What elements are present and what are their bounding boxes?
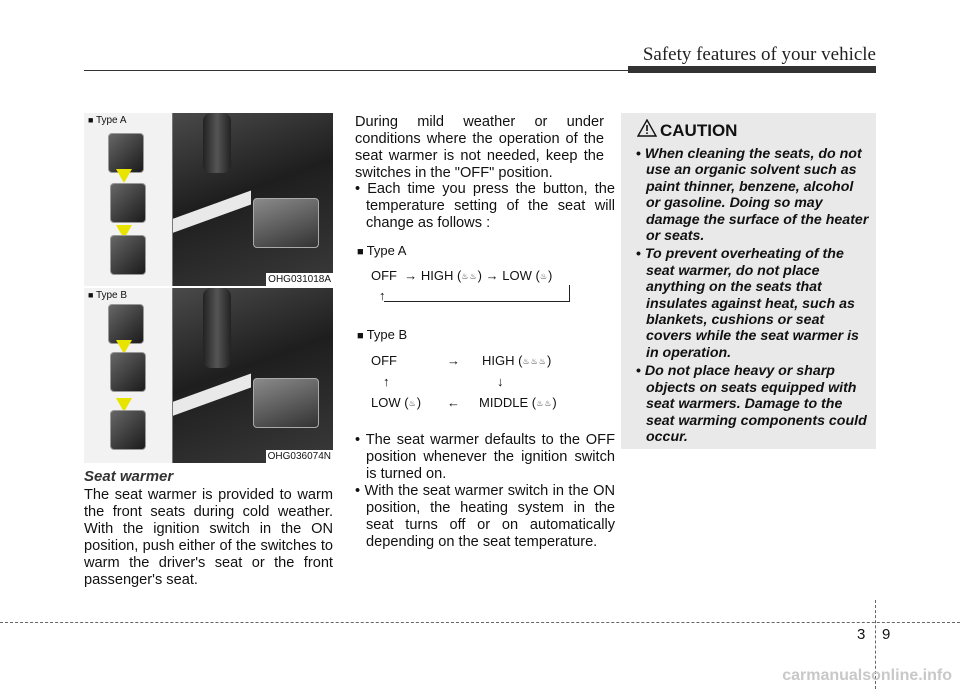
state-off: OFF bbox=[371, 268, 397, 283]
arrow-up: ↑ bbox=[379, 288, 386, 303]
chapter-number: 3 bbox=[857, 626, 866, 643]
return-line bbox=[569, 285, 570, 301]
caution-item: • When cleaning the seats, do not use an organic solvent such as paint thinner, benzene, alcohol or gasoline. Doing so may damage the surface of the heater or seats. bbox=[628, 146, 870, 244]
type-b-label: ■ Type B bbox=[357, 327, 407, 342]
page-header-title: Safety features of your vehicle bbox=[642, 44, 876, 65]
caution-item: • Do not place heavy or sharp objects on seats equipped with seat warmers. Damage to the seat warming components could occur. bbox=[628, 363, 870, 445]
arrow-left: ← bbox=[447, 395, 460, 410]
type-a-cycle: OFF → HIGH (♨♨) → LOW (♨) bbox=[371, 268, 553, 283]
arrow-up: ↑ bbox=[383, 374, 390, 389]
footer-rule bbox=[0, 622, 960, 623]
caution-list bbox=[628, 146, 870, 447]
switch-inset bbox=[84, 113, 173, 286]
state-low: LOW (♨) bbox=[371, 395, 422, 410]
bullet-auto-temp: • With the seat warmer switch in the ON position, the heating system in the seat turns off or on automatically depending on the seat temperature. bbox=[355, 483, 615, 550]
switch-inset bbox=[84, 288, 173, 463]
figure-type-label: ■ Type A bbox=[88, 115, 127, 126]
bullet-press-button: • Each time you press the button, the temperature setting of the seat will change as follows : bbox=[355, 181, 615, 231]
arrow-right: → bbox=[485, 268, 499, 283]
heat-icon: ♨♨ bbox=[536, 399, 553, 408]
console-photo bbox=[173, 113, 333, 286]
mild-weather-paragraph: During mild weather or under conditions where the operation of the seat warmer is not needed, keep the switches in the "OFF" position. bbox=[355, 114, 604, 181]
heat-icon: ♨ bbox=[408, 399, 417, 408]
state-middle: MIDDLE (♨♨) bbox=[479, 395, 557, 410]
figure-type-b bbox=[84, 288, 333, 463]
figure-type-label: ■ Type B bbox=[88, 290, 127, 301]
type-a-label: ■ Type A bbox=[357, 243, 406, 258]
heat-icon: ♨♨♨ bbox=[522, 357, 547, 366]
heat-icon: ♨ bbox=[539, 272, 548, 281]
warning-triangle-icon bbox=[637, 119, 657, 137]
caution-title: CAUTION bbox=[660, 121, 738, 140]
header-bar bbox=[628, 66, 876, 73]
figure-code: OHG036074N bbox=[267, 451, 331, 462]
arrow-right: → bbox=[404, 268, 418, 283]
console-photo bbox=[173, 288, 333, 463]
arrow-right: → bbox=[447, 353, 460, 368]
intro-paragraph: The seat warmer is provided to warm the front seats during cold weather. With the ignition switch in the ON position, push either of the switches to warm the driver's seat or the front passenger's seat. bbox=[84, 487, 333, 588]
bullet-default-off: • The seat warmer defaults to the OFF position whenever the ignition switch is turned on. bbox=[355, 432, 615, 482]
state-high: HIGH ( bbox=[420, 268, 462, 283]
figure-type-a bbox=[84, 113, 333, 286]
figure-code: OHG031018A bbox=[268, 274, 331, 285]
header-rule bbox=[84, 70, 628, 71]
caution-item: • To prevent overheating of the seat warmer, do not place anything on the seats that insulates against heat, such as blankets, cushions or seat covers while the seat warmer is in operation. bbox=[628, 246, 870, 361]
state-off: OFF bbox=[371, 353, 397, 368]
state-low: LOW ( bbox=[502, 268, 540, 283]
return-line bbox=[384, 301, 570, 302]
heat-icon: ♨♨ bbox=[461, 272, 478, 281]
watermark: carmanualsonline.info bbox=[782, 667, 952, 684]
state-high: HIGH (♨♨♨) bbox=[482, 353, 552, 368]
page-number: 9 bbox=[882, 626, 891, 643]
section-title: Seat warmer bbox=[84, 468, 174, 485]
arrow-down: ↓ bbox=[497, 374, 504, 389]
